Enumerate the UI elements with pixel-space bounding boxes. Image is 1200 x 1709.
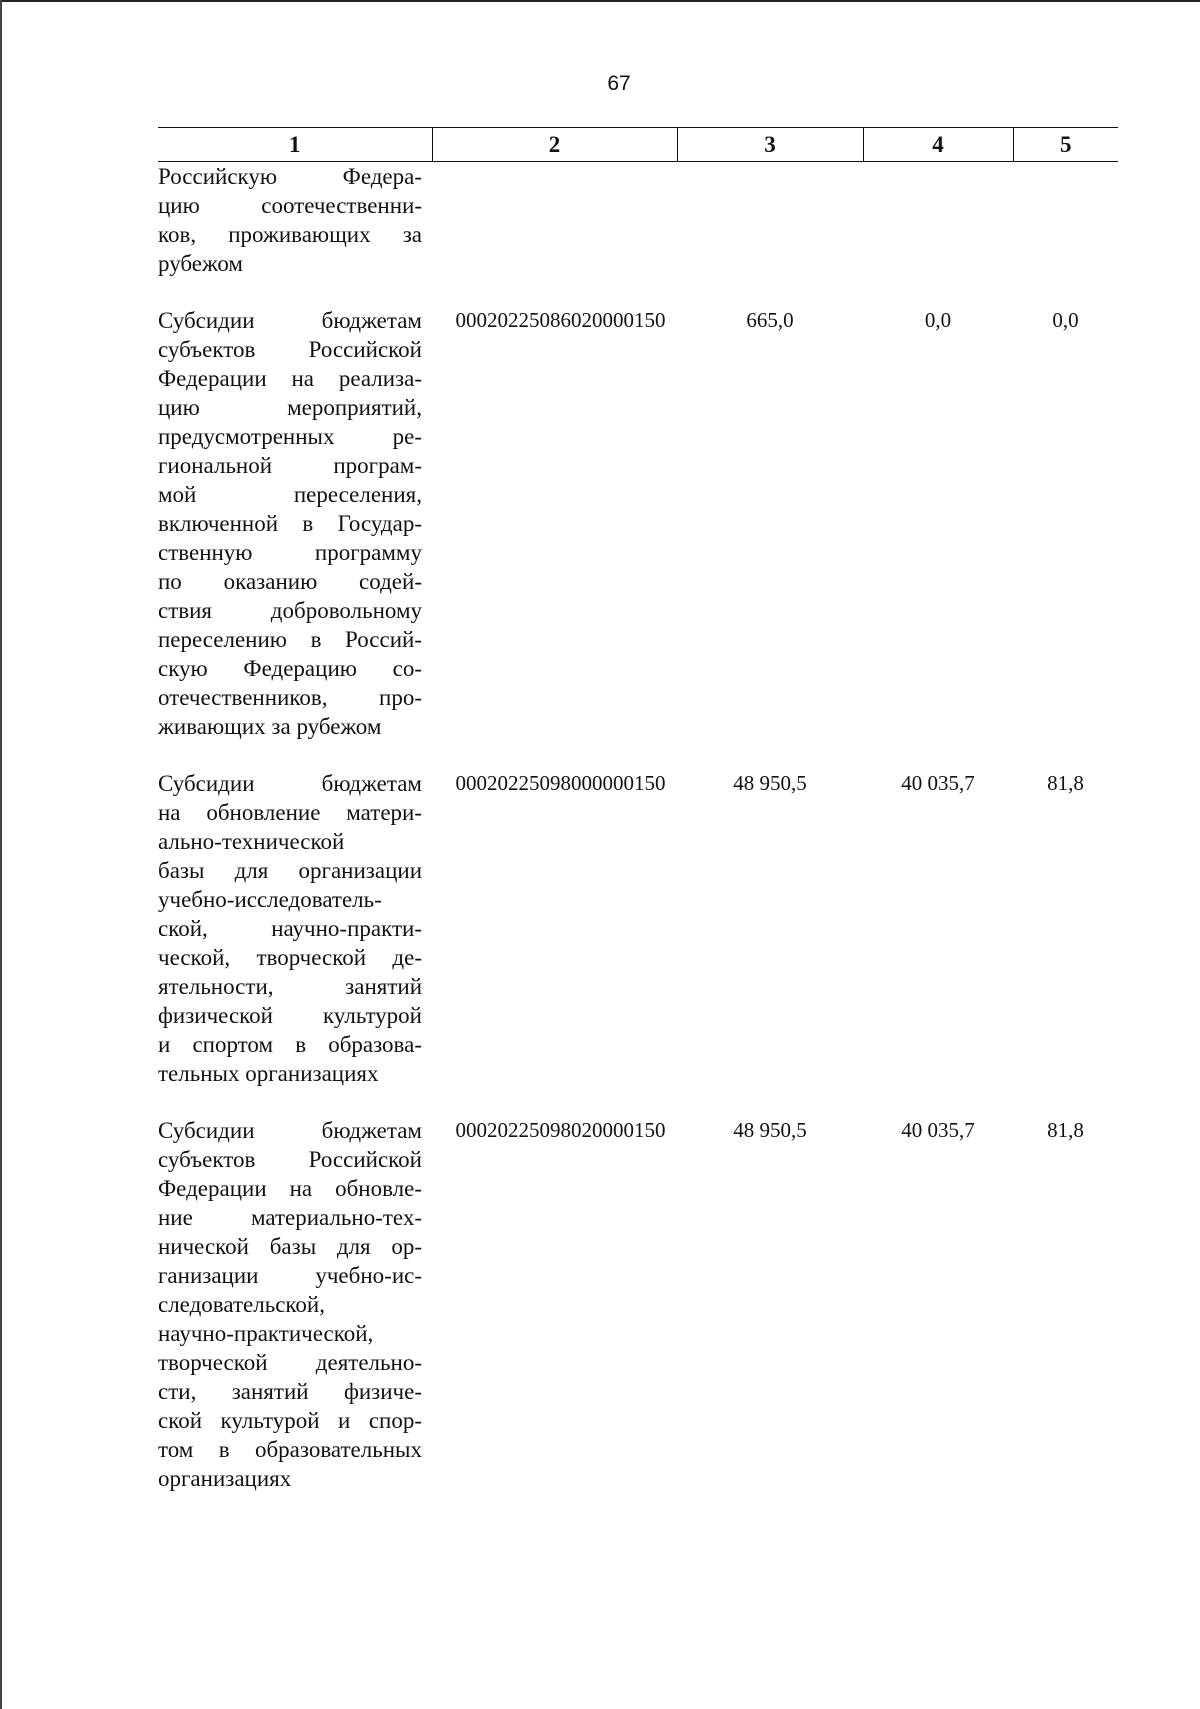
description-line: тельных организациях — [158, 1061, 379, 1086]
row-value-col4: 40 035,7 — [901, 1118, 975, 1142]
description-line: Федерации на реализа- — [158, 366, 422, 391]
column-header-1: 1 — [158, 128, 432, 162]
row-value-col5: 0,0 — [1052, 308, 1079, 332]
description-line: гиональной програм- — [158, 453, 422, 478]
table-row — [158, 278, 1118, 741]
description-line: ческой, творческой де- — [158, 945, 422, 970]
description-line: отечественников, про- — [158, 685, 422, 710]
budget-table — [158, 127, 1118, 1493]
description-line: том в образовательных — [158, 1437, 422, 1462]
description-line: Федерации на обновле- — [158, 1176, 422, 1201]
description-line: физической культурой — [158, 1003, 422, 1028]
row-value-col4: 0,0 — [924, 308, 952, 332]
description-line: живающих за рубежом — [158, 714, 382, 739]
description-line: ской, научно-практи- — [158, 916, 422, 941]
row-description — [158, 741, 432, 1088]
description-line: учебно-исследователь- — [158, 887, 382, 912]
row-code: 00020225098000000150 — [455, 771, 666, 795]
description-line: субъектов Российской — [158, 1147, 422, 1172]
description-line: по оказанию содей- — [158, 569, 422, 594]
row-value-col3: 48 950,5 — [733, 771, 807, 795]
description-line: цию мероприятий, — [158, 395, 422, 420]
row-value-col4 — [863, 162, 1013, 279]
description-line: сти, занятий физиче- — [158, 1379, 422, 1404]
description-line: цию соотечественни- — [158, 193, 422, 218]
row-value-col5 — [1013, 162, 1118, 279]
scan-edge-top — [0, 0, 1200, 2]
row-value-col3: 665,0 — [746, 308, 794, 332]
description-line: Субсидии бюджетам — [158, 1118, 422, 1143]
table-header-row — [158, 128, 1118, 162]
description-line: ятельности, занятий — [158, 974, 422, 999]
scan-edge-left — [0, 0, 2, 1709]
column-header-4: 4 — [863, 128, 1013, 162]
table-body — [158, 162, 1118, 1494]
description-line: творческой деятельно- — [158, 1350, 422, 1375]
description-line: и спортом в образова- — [158, 1032, 422, 1057]
table-row — [158, 162, 1118, 279]
description-line: включенной в Государ- — [158, 511, 422, 536]
column-header-2: 2 — [432, 128, 677, 162]
description-line: ганизации учебно-ис- — [158, 1263, 422, 1288]
description-line: Субсидии бюджетам — [158, 771, 422, 796]
description-line: ально-технической — [158, 829, 345, 854]
description-line: мой переселения, — [158, 482, 422, 507]
table-row — [158, 741, 1118, 1088]
description-line: базы для организации — [158, 858, 422, 883]
description-line: ственную программу — [158, 540, 422, 565]
row-code — [432, 162, 677, 279]
row-value-col5: 81,8 — [1047, 771, 1084, 795]
row-description — [158, 278, 432, 741]
row-description — [158, 162, 432, 279]
row-code: 00020225098020000150 — [455, 1118, 666, 1142]
description-line: научно-практической, — [158, 1321, 374, 1346]
description-line: ствия добровольному — [158, 598, 422, 623]
description-line: субъектов Российской — [158, 337, 422, 362]
row-value-col5: 81,8 — [1047, 1118, 1084, 1142]
description-line: Российскую Федера- — [158, 164, 422, 189]
description-line: следовательской, — [158, 1292, 325, 1317]
row-value-col3 — [677, 162, 863, 279]
page-number: 67 — [607, 72, 631, 95]
row-code: 00020225086020000150 — [455, 308, 666, 332]
row-description — [158, 1088, 432, 1493]
description-line: ние материально-тех- — [158, 1205, 422, 1230]
description-line: переселению в Россий- — [158, 627, 422, 652]
description-line: скую Федерацию со- — [158, 656, 422, 681]
description-line: ской культурой и спор- — [158, 1408, 422, 1433]
description-line: нической базы для ор- — [158, 1234, 422, 1259]
description-line: ков, проживающих за — [158, 222, 422, 247]
description-line: предусмотренных ре- — [158, 424, 422, 449]
column-header-3: 3 — [677, 128, 863, 162]
row-value-col3: 48 950,5 — [733, 1118, 807, 1142]
column-header-5: 5 — [1013, 128, 1118, 162]
description-line: на обновление матери- — [158, 800, 422, 825]
description-line: Субсидии бюджетам — [158, 308, 422, 333]
table-row — [158, 1088, 1118, 1493]
description-line: рубежом — [158, 251, 243, 276]
description-line: организациях — [158, 1466, 292, 1491]
row-value-col4: 40 035,7 — [901, 771, 975, 795]
